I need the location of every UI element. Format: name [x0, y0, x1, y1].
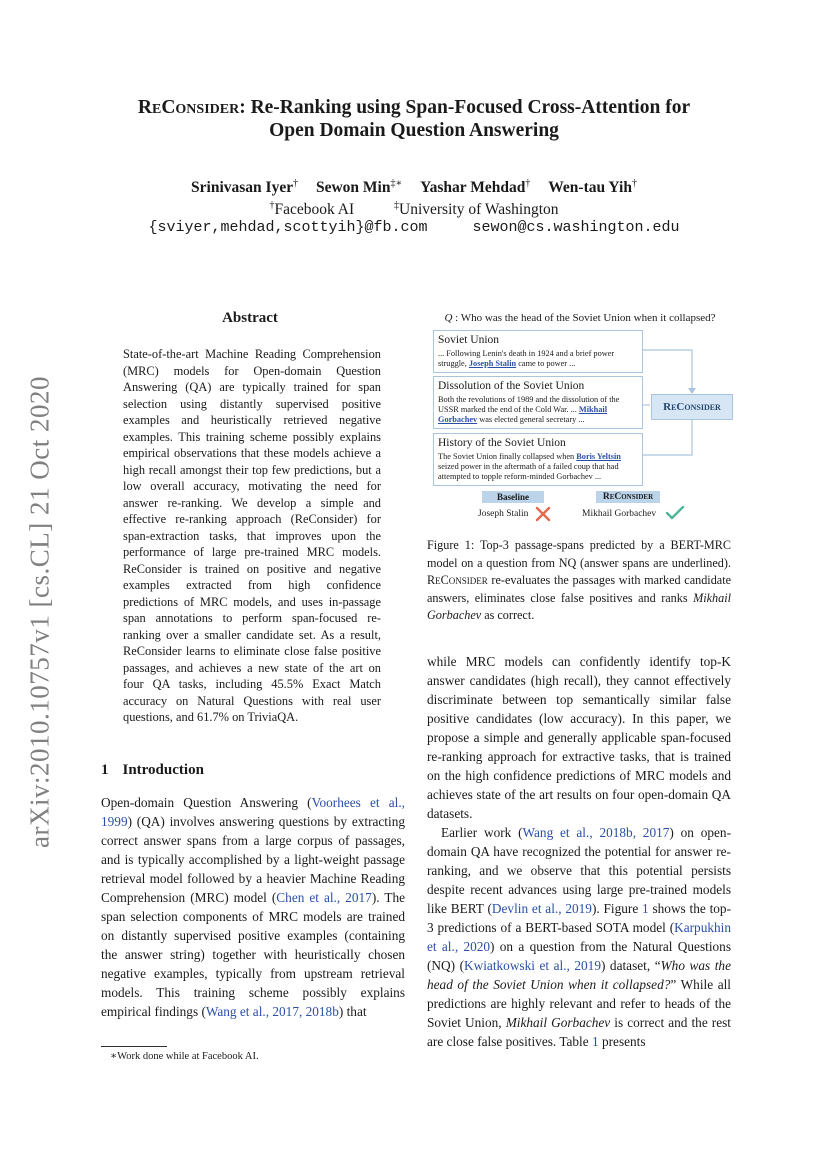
figure-question: Q : Who was the head of the Soviet Union when it collapsed?	[444, 312, 716, 324]
paragraph: while MRC models can confidently identify top-K answer candidates (high recall), they cannot effectively discriminate between top semantically similar false positive candidates (low accuracy). In this paper, we propose a simple and generally applicable span-focused re-ranking approach for extractive tasks, that is trained on the high confidence predictions of MRC models and achieves state of the art results on four open-domain QA datasets.	[427, 654, 731, 821]
paragraph: Earlier work (Wang et al., 2018b, 2017) on open-domain QA have recognized the potential for answer re-ranking, and we observe that this potential persists despite recent advances using large pre-trained models like BERT (Devlin et al., 2019). Figure 1 shows the top-3 predictions of a BERT-based SOTA model (Karpukhin et al., 2020) on a question from the Natural Questions (NQ) (Kwiatkowski et al., 2019) dataset, “Who was the head of the Soviet Union when it collapsed?” While all predictions are highly relevant and refer to heads of the Soviet Union, Mikhail Gorbachev is correct and the rest are close false positives. Table 1 presents	[427, 825, 731, 1049]
answer-span: Joseph Stalin	[468, 359, 517, 368]
reconsider-label: ReConsider	[596, 491, 660, 503]
table-ref-link[interactable]: 1	[591, 1034, 599, 1049]
right-column-text	[427, 652, 731, 1051]
affiliations	[60, 200, 768, 219]
citation-link[interactable]: Kwiatkowski et al., 2019	[464, 958, 601, 973]
affiliation: ‡University of Washington	[394, 200, 559, 219]
email: {sviyer,mehdad,scottyih}@fb.com	[148, 219, 428, 236]
citation-link[interactable]: Wang et al., 2017, 2018b	[205, 1004, 339, 1019]
citation-link[interactable]: Karpukhin et al., 2020	[427, 920, 731, 954]
answer-span: Mikhail Gorbachev	[438, 405, 608, 424]
passage-box: History of the Soviet Union The Soviet Union finally collapsed when Boris Yeltsin seized power in the aftermath of a failed coup that had attempted to topple reform-minded Gorbachev ...	[433, 433, 643, 486]
footnote: ∗Work done while at Facebook AI.	[110, 1051, 259, 1062]
baseline-answer: Joseph Stalin	[478, 509, 529, 519]
email: sewon@cs.washington.edu	[472, 219, 680, 236]
abstract-text: State-of-the-art Machine Reading Comprehension (MRC) models for Open-domain Question Answering (QA) are typically trained for span selection using distantly supervised positive examples and heuristically retrieved negative examples. This training scheme possibly explains empirical observations that these models achieve a high recall amongst their top few predictions, but a low overall accuracy, motivating the need for answer re-ranking. We develop a simple and effective re-ranking approach (ReConsider) for span-extraction tasks, that improves upon the performance of large pre-trained MRC models. ReConsider is trained on positive and negative examples extracted from high confidence predictions of MRC models, and uses in-passage span annotations to perform span-focused re-ranking over a smaller candidate set. As a result, ReConsider learns to eliminate close false positive passages, and achieves a new state of the art on four QA tasks, including 45.5% Exact Match accuracy on Natural Questions with real user questions, and 61.7% on TriviaQA.	[123, 347, 381, 724]
figure-ref-link[interactable]: 1	[642, 901, 649, 916]
author-list	[60, 178, 768, 197]
citation-link[interactable]: Wang et al., 2018b, 2017	[522, 825, 670, 840]
intro-paragraph: Open-domain Question Answering (Voorhees et al., 1999) (QA) involves answering questions by extracting correct answer spans from a large corpus of passages, and is typically accomplished by a light-weight passage retrieval model followed by a heavier Machine Reading Comprehension (MRC) model (Chen et al., 2017). The span selection components of MRC models are trained on distantly supervised positive examples (containing the answer string) together with heuristically chosen negative examples, typically from upstream retrieval models. This training scheme possibly explains empirical findings (Wang et al., 2017, 2018b) that	[101, 795, 405, 1019]
title-system-name: ReConsider	[137, 97, 240, 118]
citation-link[interactable]: Voorhees et al., 1999	[101, 795, 405, 829]
citation-link[interactable]: Chen et al., 2017	[276, 890, 372, 905]
citation-link[interactable]: Devlin et al., 2019	[491, 901, 592, 916]
check-icon	[665, 505, 685, 521]
answer-span: Boris Yeltsin	[576, 452, 621, 461]
reconsider-model-box: ReConsider	[651, 394, 733, 420]
passage-box: Dissolution of the Soviet Union Both the revolutions of 1989 and the dissolution of the USSR marked the end of the Cold War. ... Mikhail Gorbachev was elected general secretary ...	[433, 376, 643, 429]
paper-title	[60, 96, 768, 142]
baseline-label: Baseline	[482, 491, 544, 503]
author: Srinivasan Iyer†	[191, 178, 299, 197]
cross-icon	[535, 506, 551, 522]
footnote-rule	[101, 1046, 167, 1047]
email-list	[60, 219, 768, 236]
author: Yashar Mehdad†	[420, 178, 531, 197]
author: Sewon Min‡∗	[315, 178, 403, 197]
author: Wen-tau Yih†	[548, 178, 637, 197]
title-line1: : Re-Ranking using Span-Focused Cross-Attention for	[239, 97, 691, 118]
title-line2: Open Domain Question Answering	[269, 120, 559, 141]
passage-box: Soviet Union ... Following Lenin's death in 1924 and a brief power struggle, Joseph Stalin came to power ...	[433, 330, 643, 373]
reconsider-answer: Mikhail Gorbachev	[582, 509, 657, 519]
abstract-heading: Abstract	[222, 310, 278, 326]
affiliation: †Facebook AI	[269, 200, 355, 219]
section-heading: 1 Introduction	[101, 762, 204, 778]
figure-caption: Figure 1: Top-3 passage-spans predicted by a BERT-MRC model on a question from NQ (answer spans are underlined). ReConsider re-evaluates the passages with marked candidate answers, eliminates close false positives and ranks Mikhail Gorbachev as correct.	[427, 538, 731, 622]
